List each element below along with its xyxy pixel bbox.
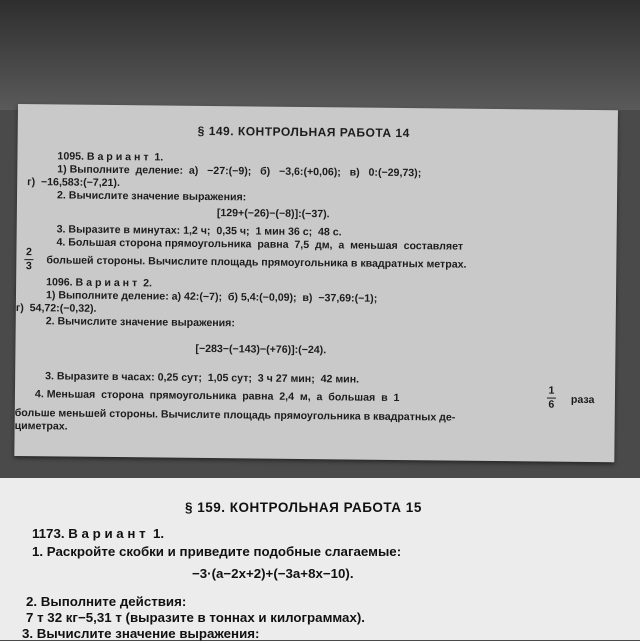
- task-1-line-cont: г) 54,72:(−0,32).: [15, 301, 97, 315]
- fraction-denominator: 6: [548, 398, 555, 411]
- fraction-one-sixth: [547, 386, 556, 411]
- test-sheet-15: [0, 478, 640, 640]
- task-2-line: 2. Вычислите значение выражения:: [56, 189, 247, 204]
- variant-2-heading: 1096. В а р и а н т 2.: [46, 276, 153, 290]
- background: [0, 0, 640, 110]
- task-4-line: 4. Большая сторона прямоугольника равна 7,5 дм, а меньшая составляет: [56, 236, 464, 253]
- test-sheet-14: [14, 104, 618, 462]
- task-3-line: 3. Выразите в часах: 0,25 сут; 1,05 сут; 3 ч 27 мин; 42 мин.: [45, 370, 360, 386]
- fraction-numerator: 1: [548, 384, 555, 397]
- fraction-two-thirds: [24, 247, 33, 272]
- task-2-line: 2. Выполните действия:: [26, 594, 187, 609]
- task-1-line: 1) Выполните деление: а) −27:(−9); б) −3,6:(+0,06); в) 0:(−29,73);: [57, 163, 422, 180]
- task-1-expression: −3·(a−2x+2)+(−3a+8x−10).: [192, 566, 354, 581]
- section-heading: § 159. КОНТРОЛЬНАЯ РАБОТА 15: [185, 500, 422, 515]
- variant-1-heading: 1173. В а р и а н т 1.: [32, 526, 165, 541]
- task-4-line: 4. Меньшая сторона прямоугольника равна 2,4 м, а большая в 1: [34, 388, 400, 405]
- task-2-expression: 7 т 32 кг−5,31 т (выразите в тоннах и килограммах).: [26, 610, 365, 625]
- variant-1-heading: 1095. В а р и а н т 1.: [57, 150, 164, 164]
- fraction-numerator: 2: [25, 246, 32, 259]
- fraction-denominator: 3: [25, 260, 32, 273]
- task-2-expression: [−283−(−143)−(+76)]:(−24).: [195, 342, 327, 357]
- task-4-line-cont-2: циметрах.: [14, 419, 68, 433]
- task-1-line: 1. Раскройте скобки и приведите подобные слагаемые:: [32, 544, 402, 559]
- task-3-line: 3. Вычислите значение выражения:: [22, 626, 260, 641]
- task-2-line: 2. Вычислите значение выражения:: [45, 315, 235, 330]
- task-4-line-cont: большей стороны. Вычислите площадь прямоугольника в квадратных метрах.: [46, 254, 467, 271]
- section-heading: § 149. КОНТРОЛЬНАЯ РАБОТА 14: [197, 123, 410, 141]
- task-3-line: 3. Выразите в минутах: 1,2 ч; 0,35 ч; 1 мин 36 с; 48 с.: [56, 223, 342, 239]
- task-2-expression: [129+(−26)−(−8)]:(−37).: [216, 207, 330, 221]
- task-4-line-tail: раза: [570, 393, 595, 407]
- task-1-line: 1) Выполните деление: а) 42:(−7); б) 5,4:(−0,09); в) −37,69:(−1);: [45, 289, 378, 305]
- task-1-line-cont: г) −16,583:(−7,21).: [27, 176, 120, 190]
- task-4-line-cont: больше меньшей стороны. Вычислите площадь прямоугольника в квадратных де-: [14, 406, 456, 424]
